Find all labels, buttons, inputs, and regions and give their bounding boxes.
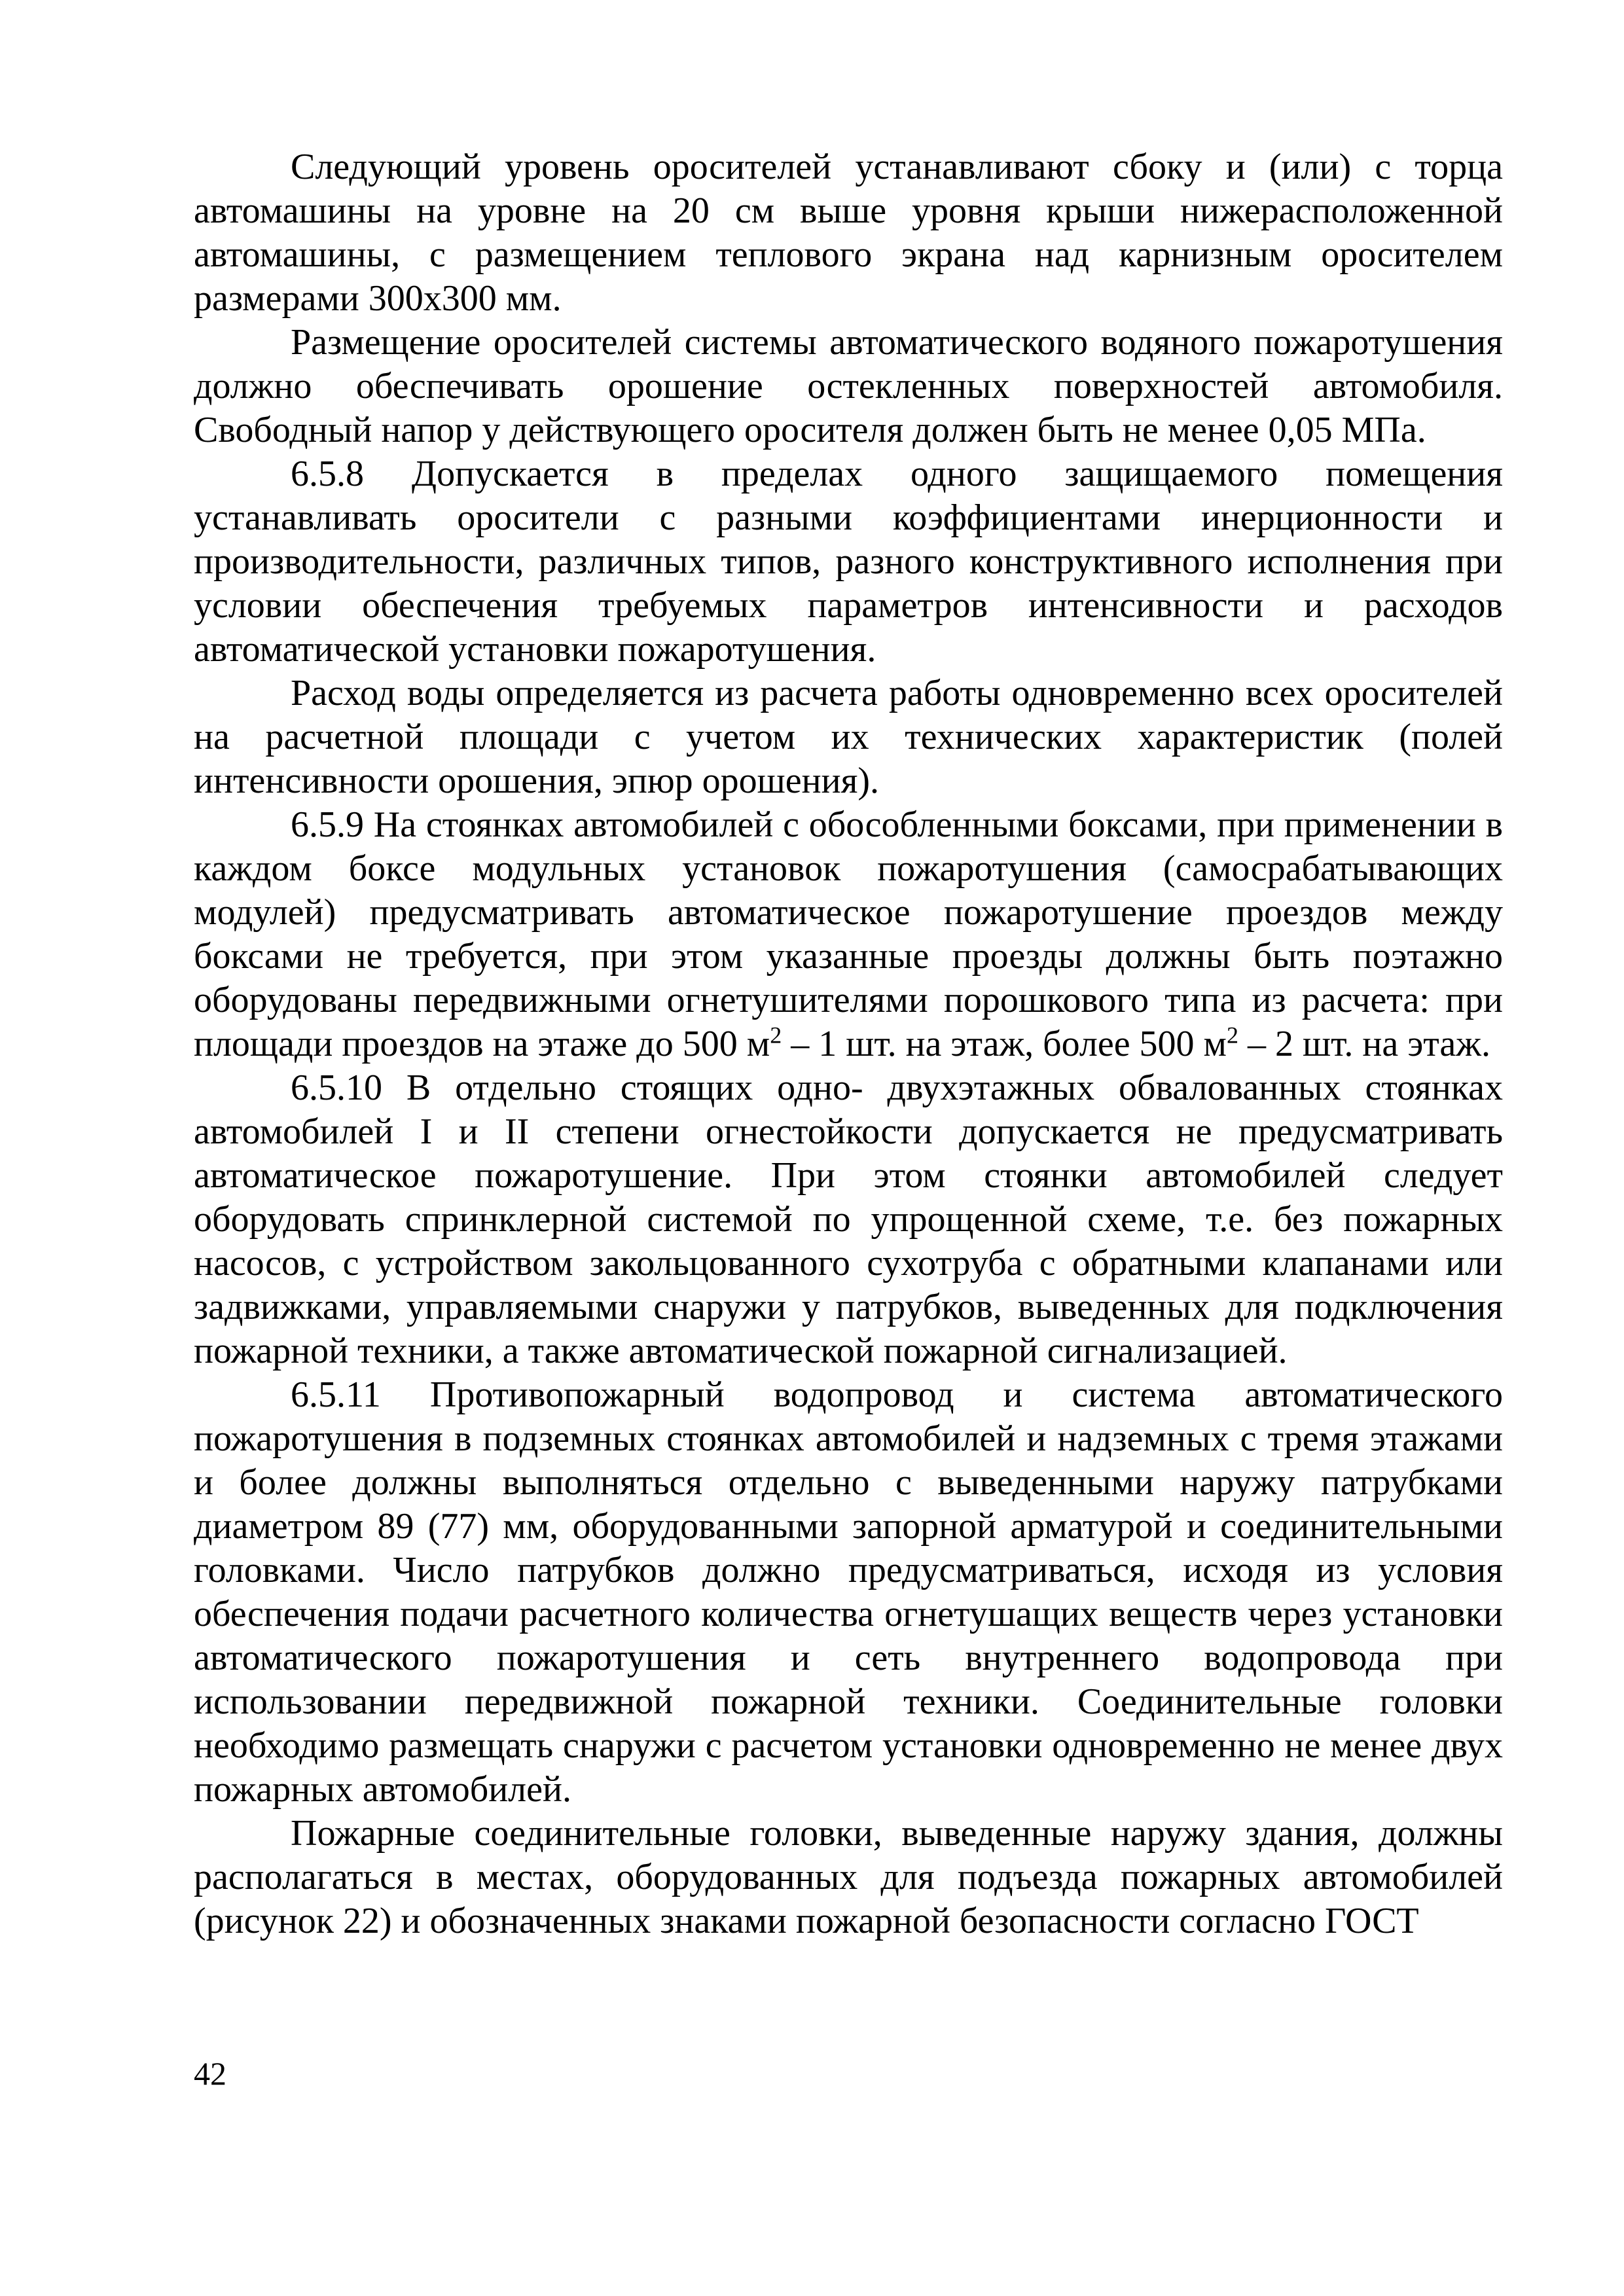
paragraph-water-flow: Расход воды определяется из расчета работы одновременно всех оросителей на расчетной площади с учетом их технических характеристик (полей интенсивности орошения, эпюр орошения). xyxy=(194,673,1503,801)
paragraph-6-5-10: 6.5.10 В отдельно стоящих одно- двухэтажных обвалованных стоянках автомобилей I и II степени огнестойкости допускается не предусматривать автоматическое пожаротушение. При этом стоянки автомобилей следует оборудовать спринклерной системой по упрощенной схеме, т.е. без пожарных насосов, с устройством закольцованного сухотруба с обратными клапанами или задвижками, управляемыми снаружи у патрубков, выведенных для подключения пожарной техники, а также автоматической пожарной сигнализацией. xyxy=(194,1067,1503,1371)
paragraph-sprinkler-placement: Размещение оросителей системы автоматического водяного пожаротушения должно обеспечивать орошение остекленных поверхностей автомобиля. Свободный напор у действующего оросителя должен быть не менее 0,05 МПа. xyxy=(194,322,1503,450)
paragraph-6-5-9-part3: – 2 шт. на этаж. xyxy=(1238,1024,1490,1064)
paragraph-6-5-9-part2: – 1 шт. на этаж, более 500 м xyxy=(782,1024,1227,1064)
superscript-square: 2 xyxy=(1227,1022,1238,1049)
page-number: 42 xyxy=(194,2055,226,2092)
paragraph-6-5-11: 6.5.11 Противопожарный водопровод и система автоматического пожаротушения в подземных стоянках автомобилей и надземных с тремя этажами и более должны выполняться отдельно с выведенными наружу патрубками диаметром 89 (77) мм, оборудованными запорной арматурой и соединительными головками. Число патрубков должно предусматриваться, исходя из условия обеспечения подачи расчетного количества огнетушащих веществ через установки автоматического пожаротушения и сеть внутреннего водопровода при использовании передвижной пожарной техники. Соединительные головки необходимо размещать снаружи с расчетом установки одновременно не менее двух пожарных автомобилей. xyxy=(194,1374,1503,1810)
paragraph-6-5-9 xyxy=(194,803,1503,1066)
paragraph-6-5-8: 6.5.8 Допускается в пределах одного защищаемого помещения устанавливать оросители с разными коэффициентами инерционности и производительности, различных типов, разного конструктивного исполнения при условии обеспечения требуемых параметров интенсивности и расходов автоматической установки пожаротушения. xyxy=(194,454,1503,670)
superscript-square: 2 xyxy=(770,1022,782,1049)
paragraph-6-5-9-part1: 6.5.9 На стоянках автомобилей с обособленными боксами, при применении в каждом боксе модульных установок пожаротушения (самосрабатывающих модулей) предусматривать автоматическое пожаротушение проездов между боксами не требуется, при этом указанные проезды должны быть поэтажно оборудованы передвижными огнетушителями порошкового типа из расчета: при площади проездов на этаже до 500 м xyxy=(194,804,1503,1064)
body-text xyxy=(194,145,1503,1943)
paragraph-sprinkler-level: Следующий уровень оросителей устанавливают сбоку и (или) с торца автомашины на уровне на 20 см выше уровня крыши нижерасположенной автомашины, с размещением теплового экрана над карнизным оросителем размерами 300х300 мм. xyxy=(194,147,1503,319)
paragraph-fire-connectors: Пожарные соединительные головки, выведенные наружу здания, должны располагаться в местах, оборудованных для подъезда пожарных автомобилей (рисунок 22) и обозначенных знаками пожарной безопасности согласно ГОСТ xyxy=(194,1813,1503,1941)
